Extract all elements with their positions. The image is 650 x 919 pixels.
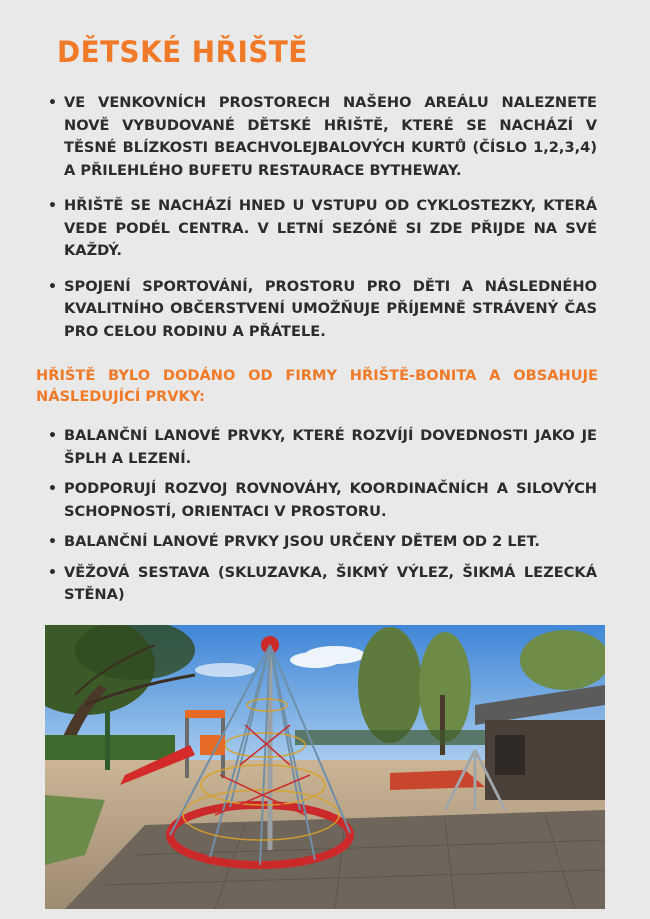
bullet-icon: • (48, 428, 57, 444)
list-item-text: SPOJENÍ SPORTOVÁNÍ, PROSTORU PRO DĚTI A NÁSLEDNÉHO KVALITNÍHO OBČERSTVENÍ UMOŽŇUJE PŘÍJEMNĚ STRÁVENÝ ČAS PRO CELOU RODINU A PŘÁTELE. (64, 277, 597, 340)
bullet-icon: • (48, 564, 57, 581)
features-list (46, 425, 597, 615)
list-item (46, 276, 597, 344)
bullet-icon: • (48, 278, 57, 295)
bullet-icon: • (48, 534, 57, 550)
list-item-text: BALANČNÍ LANOVÉ PRVKY, KTERÉ ROZVÍJÍ DOVEDNOSTI JAKO JE ŠPLH A LEZENÍ. (64, 427, 597, 467)
section-subheading: HŘIŠTĚ BYLO DODÁNO OD FIRMY HŘIŠTĚ-BONITA A OBSAHUJE NÁSLEDUJÍCÍ PRVKY: (36, 367, 598, 405)
building (475, 685, 605, 800)
playground-illustration (45, 625, 605, 909)
playground-photo (45, 625, 605, 909)
list-item-text: HŘIŠTĚ SE NACHÁZÍ HNED U VSTUPU OD CYKLOSTEZKY, KTERÁ VEDE PODÉL CENTRA. V LETNÍ SEZÓNĚ SI ZDE PŘIJDE NA SVÉ KAŽDÝ. (64, 197, 597, 259)
list-item (46, 92, 597, 182)
list-item-text: PODPORUJÍ ROZVOJ ROVNOVÁHY, KOORDINAČNÍCH A SILOVÝCH SCHOPNOSTÍ, ORIENTACI V PROSTORU. (64, 480, 597, 520)
list-item (46, 425, 597, 470)
list-item-text: VĚŽOVÁ SESTAVA (SKLUZAVKA, ŠIKMÝ VÝLEZ, ŠIKMÁ LEZECKÁ STĚNA) (64, 563, 597, 603)
list-item (46, 478, 597, 523)
list-item (46, 195, 597, 263)
page-title: DĚTSKÉ HŘIŠTĚ (57, 35, 308, 69)
bullet-icon: • (48, 481, 57, 497)
list-item (46, 562, 597, 607)
intro-list (46, 92, 597, 356)
bullet-icon: • (48, 95, 57, 111)
fence (295, 730, 495, 745)
bullet-icon: • (48, 198, 57, 214)
list-item (46, 531, 597, 554)
list-item-text: VE VENKOVNÍCH PROSTORECH NAŠEHO AREÁLU NALEZNETE NOVĚ VYBUDOVANÉ DĚTSKÉ HŘIŠTĚ, KTERÉ SE NACHÁZÍ V TĚSNÉ BLÍZKOSTI BEACHVOLEJBALOVÝCH KURTŮ (ČÍSLO 1,2,3,4) A PŘILEHLÉHO BUFETU RESTAURACE BYTHEWAY. (64, 94, 597, 179)
list-item-text: BALANČNÍ LANOVÉ PRVKY JSOU URČENY DĚTEM OD 2 LET. (64, 533, 540, 550)
